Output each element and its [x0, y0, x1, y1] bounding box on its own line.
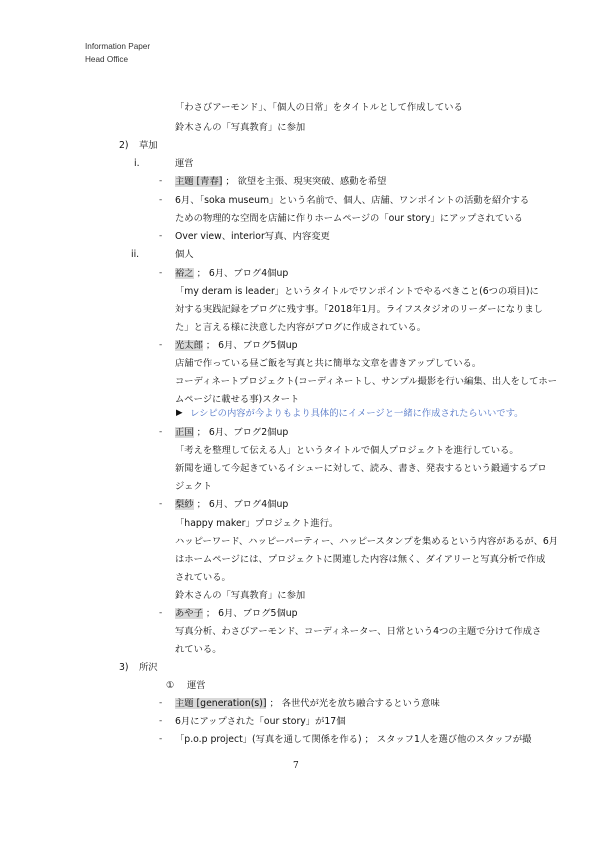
text-line: 写真分析、わさびアーモンド、コーディネーター、日常という4つの主題で分けて作成さ	[175, 626, 542, 637]
text-line: た」と言える様に決意した内容がブログに作成されている。	[175, 322, 427, 333]
bullet-dash: -	[159, 734, 163, 744]
text-line: れている。	[175, 644, 222, 655]
text-line: Over view、interior写真、内容変更	[175, 231, 330, 242]
highlighted-name: 裕之	[175, 268, 194, 279]
text-line: ための物理的な空間を店舗に作りホームページの「our story」にアップされている	[175, 213, 523, 224]
bullet-item	[175, 500, 288, 509]
text-line: 鈴木さんの「写真教育」に参加	[175, 122, 306, 133]
section-number: 3)	[119, 662, 129, 673]
bullet-dash: -	[159, 195, 163, 205]
text-line: されている。	[175, 572, 231, 583]
bullet-item	[175, 341, 298, 350]
bullet-dash: -	[159, 608, 163, 618]
bullet-text: ； 欲望を主張、現実突破、感動を希望	[225, 176, 387, 187]
text-line: 「my deram is leader」というタイトルでワンポイントでやるべきこと(6つの項目)に	[175, 286, 539, 297]
subsection-number: i.	[134, 158, 140, 169]
header-line-2: Head Office	[85, 55, 129, 64]
bullet-dash: -	[159, 231, 163, 241]
bullet-dash: -	[159, 499, 163, 509]
highlighted-label: 主題 [generation(s)]	[175, 698, 267, 709]
section-number: 2)	[119, 140, 129, 151]
bullet-dash: -	[159, 340, 163, 350]
bullet-text: ； 6月、ブログ2個up	[196, 427, 289, 438]
bullet-text: ； 6月、ブログ4個up	[196, 268, 289, 279]
section-title: 草加	[139, 140, 158, 151]
page-number: 7	[293, 761, 299, 771]
bullet-item	[175, 428, 288, 437]
text-line: ムページに載せる事)スタート	[175, 394, 300, 405]
highlighted-label: 主題 [青春]	[175, 176, 223, 187]
text-line: 新聞を通して今起きているイシューに対して、読み、書き、発表するという鍛通するプロ	[175, 463, 547, 474]
text-line: コーディネートプロジェクト(コーディネートし、サンプル撮影を行い編集、出人をしてホー	[175, 376, 558, 387]
bullet-item	[175, 609, 298, 618]
subsection-number: ①	[166, 680, 175, 691]
text-line: 対する実践記録をブログに残す事。「2018年1月。ライフスタジオのリーダーになりまし	[175, 304, 543, 315]
text-line: 「happy maker」プロジェクト進行。	[175, 518, 339, 529]
bullet-dash: -	[159, 176, 163, 186]
text-line: 鈴木さんの「写真教育」に参加	[175, 590, 306, 601]
highlighted-name: あや子	[175, 608, 203, 619]
bullet-text: ； 各世代が光を放ち融合するという意味	[269, 698, 440, 709]
text-line: 「p.o.p project」(写真を通して関係を作る) ； スタッフ1人を選び他のスタッフが撮	[175, 734, 532, 745]
section-title: 所沢	[139, 662, 158, 673]
subsection-title: 運営	[175, 158, 194, 169]
bullet-dash: -	[159, 716, 163, 726]
text-line: ジェクト	[175, 481, 213, 492]
highlighted-name: 正国	[175, 427, 194, 438]
text-line: 6月、「soka museum」という名前で、個人、店舗、ワンポイントの活動を紹介する	[175, 195, 530, 206]
bullet-dash: -	[159, 427, 163, 437]
text-line: ハッピーワード、ハッピーパーティー、ハッピースタンプを集めるという内容があるが、6月	[175, 536, 559, 547]
bullet-text: ； 6月、ブログ5個up	[205, 340, 298, 351]
text-line: 店舗で作っている昼ご飯を写真と共に簡単な文章を書きアップしている。	[175, 358, 482, 369]
subsection-number: ii.	[131, 249, 140, 260]
bullet-dash: -	[159, 268, 163, 278]
subsection-title: 運営	[187, 680, 206, 691]
bullet-item	[175, 269, 288, 278]
text-line: はホームページには、プロジェクトに関連した内容は無く、ダイアリーと写真分析で作成	[175, 554, 546, 565]
arrow-icon: ▶	[176, 408, 183, 418]
bullet-dash: -	[159, 698, 163, 708]
bullet-item	[175, 177, 386, 186]
highlighted-name: 梨紗	[175, 499, 194, 510]
text-line: 「考えを整理して伝える人」というタイトルで個人プロジェクトを進行している。	[175, 445, 519, 456]
text-line: 6月にアップされた「our story」が17個	[175, 716, 346, 727]
bullet-item	[175, 699, 440, 708]
note-line: レシピの内容が今よりもより具体的にイメージと一緒に作成されたらいいです。	[190, 408, 524, 419]
subsection-title: 個人	[175, 249, 194, 260]
bullet-text: ； 6月、ブログ4個up	[196, 499, 289, 510]
header-line-1: Information Paper	[85, 42, 151, 51]
bullet-text: ； 6月、ブログ5個up	[205, 608, 298, 619]
text-line: 「わさびアーモンド」、「個人の日常」をタイトルとして作成している	[175, 102, 463, 113]
highlighted-name: 光太郎	[175, 340, 203, 351]
